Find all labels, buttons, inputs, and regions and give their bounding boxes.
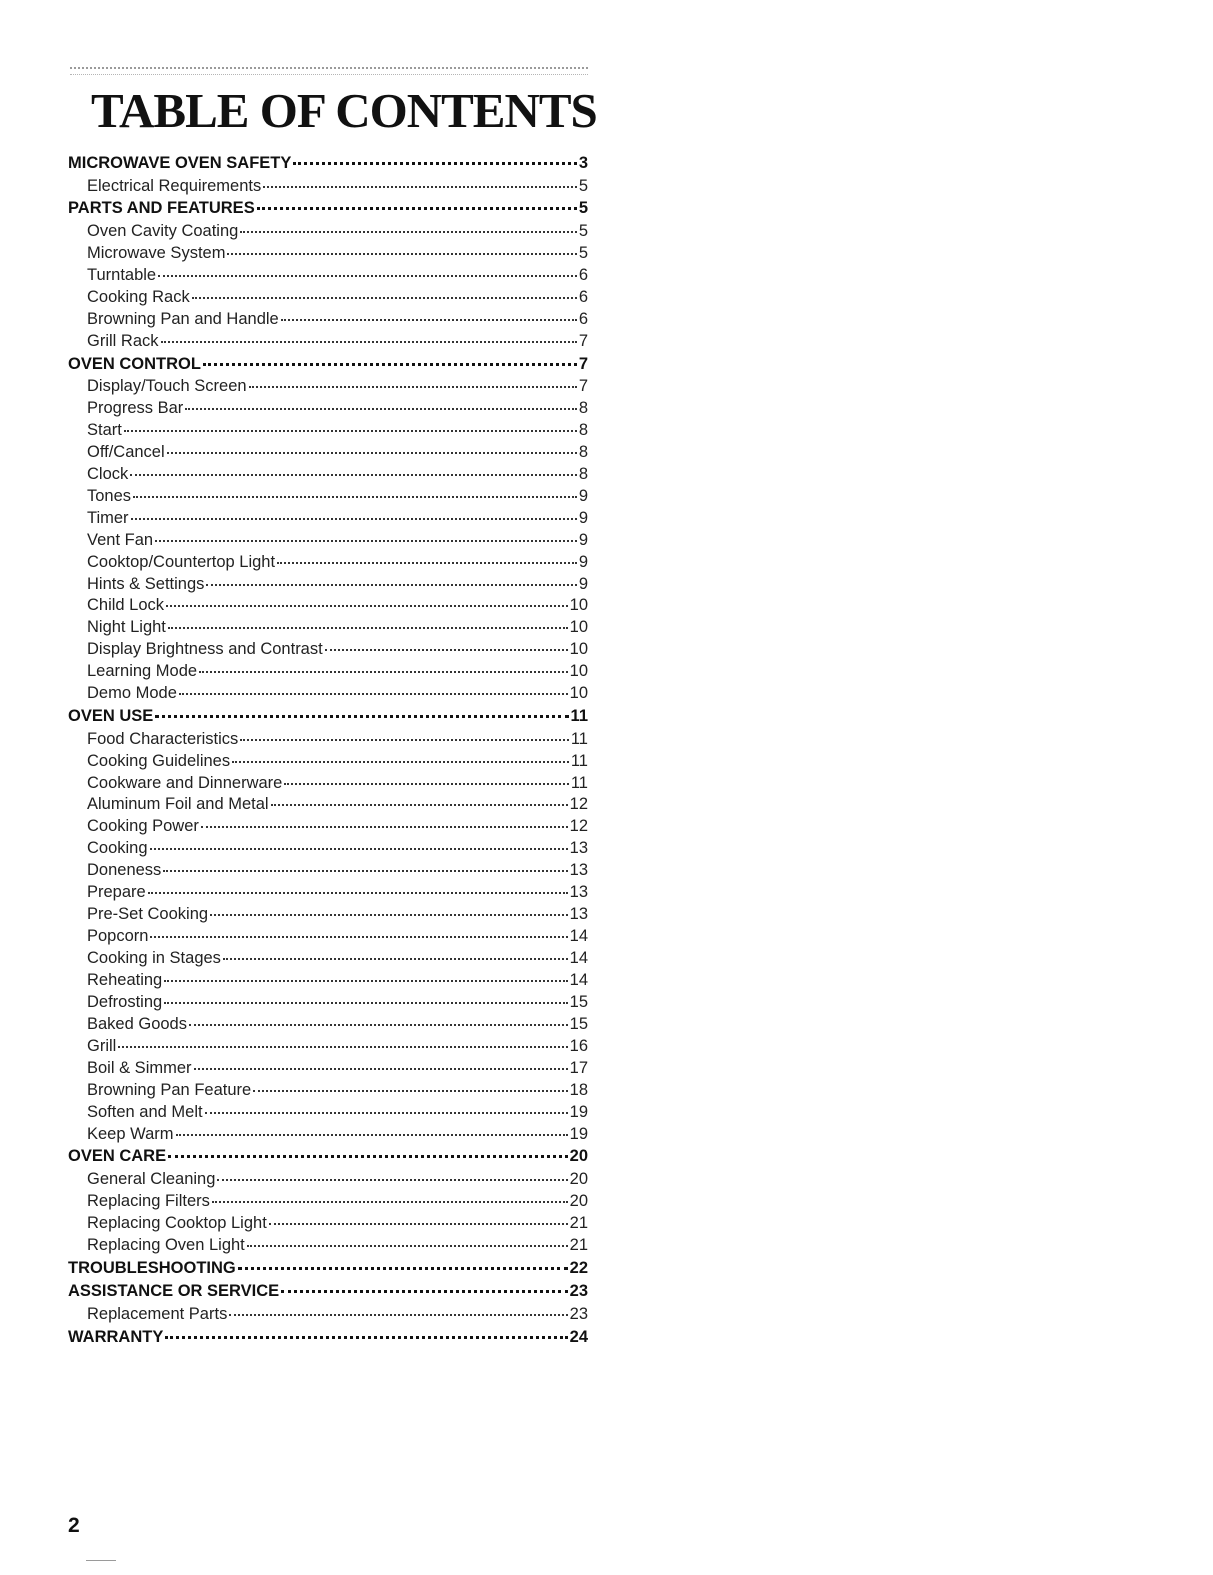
toc-section-entry[interactable]	[68, 1257, 588, 1281]
toc-section-page: 11	[570, 707, 588, 726]
toc-item-label: Demo Mode	[87, 684, 177, 703]
toc-section-label: ASSISTANCE OR SERVICE	[68, 1282, 280, 1301]
toc-item-label: Display/Touch Screen	[87, 377, 247, 396]
dot-leader	[192, 297, 577, 299]
dot-leader	[185, 408, 577, 410]
toc-item-label: Night Light	[87, 618, 166, 637]
toc-item-label: Hints & Settings	[87, 574, 205, 593]
toc-item-page: 16	[569, 1036, 588, 1055]
toc-item-page: 13	[569, 883, 588, 902]
dot-leader	[212, 1201, 568, 1203]
toc-item-page: 5	[578, 221, 588, 240]
toc-section-entry[interactable]	[68, 1280, 588, 1304]
toc-item-entry[interactable]	[68, 1304, 588, 1326]
toc-item-page: 11	[570, 751, 588, 770]
toc-item-page: 14	[569, 949, 588, 967]
toc-section-entry[interactable]	[68, 152, 588, 176]
toc-item-label: Cooking Power	[87, 817, 199, 836]
toc-item-label: Cooking in Stages	[87, 949, 221, 967]
toc-item-entry[interactable]	[68, 552, 588, 574]
toc-section-entry[interactable]	[68, 1145, 588, 1169]
toc-section-label: OVEN CARE	[68, 1147, 167, 1166]
dot-leader	[131, 518, 577, 520]
toc-section-entry[interactable]	[68, 197, 588, 221]
toc-item-page: 12	[569, 795, 588, 814]
toc-item-label: Grill	[87, 1036, 117, 1055]
dot-leader	[150, 936, 567, 938]
toc-item-label: Browning Pan Feature	[87, 1080, 252, 1099]
toc-item-page: 10	[569, 640, 588, 659]
toc-item-entry[interactable]	[68, 838, 588, 860]
toc-item-entry[interactable]	[68, 221, 588, 243]
toc-item-entry[interactable]	[68, 1036, 588, 1058]
toc-item-entry[interactable]	[68, 574, 588, 596]
toc-item-label: Pre-Set Cooking	[87, 905, 209, 924]
toc-item-label: Replacing Oven Light	[87, 1235, 245, 1254]
dot-leader	[217, 1179, 567, 1181]
toc-item-entry[interactable]	[68, 617, 588, 639]
toc-item-label: Cooking	[87, 839, 148, 858]
dot-leader	[148, 892, 568, 894]
dot-leader	[284, 783, 569, 785]
toc-item-page: 15	[569, 992, 588, 1011]
toc-section-label: OVEN CONTROL	[68, 354, 201, 373]
dot-leader	[263, 186, 577, 188]
toc-item-entry[interactable]	[68, 729, 588, 751]
toc-item-page: 11	[570, 773, 588, 792]
toc-item-label: Grill Rack	[87, 331, 159, 350]
dot-leader	[179, 693, 568, 695]
toc-item-label: Start	[87, 420, 122, 439]
toc-item-page: 10	[569, 618, 588, 637]
dot-leader	[133, 496, 577, 498]
dot-leader	[203, 363, 577, 366]
toc-section-label: PARTS AND FEATURES	[68, 199, 255, 218]
toc-item-label: Doneness	[87, 861, 162, 880]
toc-item-label: General Cleaning	[87, 1169, 216, 1188]
toc-item-page: 18	[569, 1080, 588, 1099]
dot-leader	[194, 1068, 568, 1070]
toc-item-label: Cooking Guidelines	[87, 751, 231, 770]
dot-leader	[271, 804, 568, 806]
toc-item-label: Baked Goods	[87, 1014, 187, 1033]
toc-item-label: Tones	[87, 486, 132, 505]
toc-item-label: Cooktop/Countertop Light	[87, 552, 276, 571]
toc-section-page: 7	[578, 354, 588, 373]
toc-item-label: Soften and Melt	[87, 1102, 203, 1121]
dot-leader	[189, 1024, 568, 1026]
toc-item-page: 14	[569, 927, 588, 946]
dot-leader	[229, 1314, 567, 1316]
toc-item-entry[interactable]	[68, 882, 588, 904]
toc-section-page: 3	[578, 154, 588, 172]
toc-item-entry[interactable]	[68, 816, 588, 838]
toc-item-label: Replacing Cooktop Light	[87, 1213, 267, 1232]
toc-item-entry[interactable]	[68, 486, 588, 508]
toc-section-entry[interactable]	[68, 705, 588, 729]
toc-item-entry[interactable]	[68, 530, 588, 552]
dot-leader	[124, 430, 577, 432]
toc-item-entry[interactable]	[68, 794, 588, 816]
toc-item-page: 21	[569, 1213, 588, 1232]
toc-item-label: Off/Cancel	[87, 442, 165, 461]
top-dotted-rule	[70, 67, 588, 75]
toc-item-page: 7	[578, 377, 588, 396]
dot-leader	[163, 870, 567, 872]
toc-item-page: 10	[569, 684, 588, 703]
toc-item-label: Clock	[87, 464, 129, 483]
dot-leader	[199, 671, 568, 673]
toc-item-label: Display Brightness and Contrast	[87, 640, 323, 659]
toc-item-entry[interactable]	[68, 1124, 588, 1146]
toc-item-entry[interactable]	[68, 376, 588, 398]
table-of-contents	[68, 152, 588, 1349]
toc-section-label: MICROWAVE OVEN SAFETY	[68, 154, 292, 172]
dot-leader	[164, 980, 567, 982]
toc-item-entry[interactable]	[68, 1102, 588, 1124]
toc-item-page: 8	[578, 399, 588, 417]
toc-item-label: Replacing Filters	[87, 1191, 210, 1210]
toc-item-page: 15	[569, 1014, 588, 1033]
toc-item-entry[interactable]	[68, 287, 588, 309]
toc-item-entry[interactable]	[68, 331, 588, 353]
dot-leader	[293, 162, 576, 165]
toc-item-label: Prepare	[87, 883, 146, 902]
toc-item-label: Aluminum Foil and Metal	[87, 795, 269, 814]
toc-item-page: 10	[569, 662, 588, 681]
toc-section-label: TROUBLESHOOTING	[68, 1258, 236, 1277]
dot-leader	[232, 761, 569, 763]
toc-item-entry[interactable]	[68, 904, 588, 926]
toc-item-label: Child Lock	[87, 596, 165, 615]
toc-item-page: 6	[578, 287, 588, 306]
toc-item-entry[interactable]	[68, 1080, 588, 1102]
toc-item-page: 9	[578, 486, 588, 505]
toc-item-label: Cookware and Dinnerware	[87, 773, 283, 792]
toc-item-label: Browning Pan and Handle	[87, 309, 279, 328]
toc-item-label: Reheating	[87, 970, 163, 989]
toc-item-entry[interactable]	[68, 243, 588, 265]
dot-leader	[201, 826, 568, 828]
toc-item-page: 8	[578, 420, 588, 439]
dot-leader	[118, 1046, 567, 1048]
dot-leader	[210, 914, 568, 916]
dot-leader	[130, 474, 577, 476]
toc-item-page: 10	[569, 596, 588, 615]
toc-item-page: 9	[578, 552, 588, 571]
toc-item-page: 19	[569, 1124, 588, 1143]
dot-leader	[168, 627, 568, 629]
dot-leader	[155, 715, 568, 718]
toc-item-page: 9	[578, 530, 588, 549]
toc-item-label: Popcorn	[87, 927, 149, 946]
toc-item-entry[interactable]	[68, 508, 588, 530]
toc-item-entry[interactable]	[68, 464, 588, 486]
toc-section-page: 24	[569, 1327, 588, 1346]
toc-item-entry[interactable]	[68, 639, 588, 661]
toc-item-entry[interactable]	[68, 309, 588, 331]
toc-item-entry[interactable]	[68, 398, 588, 420]
toc-section-page: 20	[569, 1147, 588, 1166]
dot-leader	[238, 1267, 568, 1270]
dot-leader	[161, 341, 577, 343]
toc-item-label: Cooking Rack	[87, 287, 190, 306]
toc-item-page: 20	[569, 1169, 588, 1188]
toc-section-entry[interactable]	[68, 353, 588, 377]
dot-leader	[325, 649, 568, 651]
toc-item-label: Progress Bar	[87, 399, 184, 417]
toc-section-entry[interactable]	[68, 1326, 588, 1350]
page-title: TABLE OF CONTENTS	[91, 83, 597, 138]
toc-item-entry[interactable]	[68, 265, 588, 287]
toc-item-label: Oven Cavity Coating	[87, 221, 239, 240]
dot-leader	[249, 386, 577, 388]
toc-item-label: Learning Mode	[87, 662, 198, 681]
toc-item-entry[interactable]	[68, 1014, 588, 1036]
dot-leader	[158, 275, 577, 277]
toc-item-page: 9	[578, 574, 588, 593]
toc-item-entry[interactable]	[68, 442, 588, 464]
toc-section-label: WARRANTY	[68, 1327, 164, 1346]
toc-item-label: Replacement Parts	[87, 1304, 228, 1323]
dot-leader	[253, 1090, 567, 1092]
dot-leader	[150, 848, 568, 850]
toc-section-page: 22	[569, 1258, 588, 1277]
toc-item-page: 6	[578, 265, 588, 284]
dot-leader	[240, 231, 576, 233]
toc-item-entry[interactable]	[68, 992, 588, 1014]
toc-item-label: Electrical Requirements	[87, 176, 262, 195]
dot-leader	[176, 1134, 568, 1136]
dot-leader	[223, 958, 568, 960]
dot-leader	[165, 1336, 567, 1339]
dot-leader	[168, 1155, 568, 1158]
dot-leader	[277, 562, 577, 564]
dot-leader	[247, 1245, 568, 1247]
toc-item-page: 20	[569, 1191, 588, 1210]
toc-item-page: 13	[569, 861, 588, 880]
dot-leader	[240, 739, 569, 741]
toc-item-page: 13	[569, 839, 588, 858]
toc-item-label: Defrosting	[87, 992, 163, 1011]
toc-section-page: 23	[569, 1282, 588, 1301]
toc-item-entry[interactable]	[68, 773, 588, 795]
dot-leader	[164, 1002, 567, 1004]
toc-item-entry[interactable]	[68, 420, 588, 442]
toc-item-page: 8	[578, 442, 588, 461]
toc-item-page: 5	[578, 176, 588, 195]
toc-item-label: Turntable	[87, 265, 157, 284]
toc-item-page: 12	[569, 817, 588, 836]
dot-leader	[281, 1290, 567, 1293]
toc-item-page: 5	[578, 243, 588, 262]
dot-leader	[167, 452, 577, 454]
dot-leader	[227, 253, 576, 255]
toc-item-entry[interactable]	[68, 948, 588, 970]
toc-item-entry[interactable]	[68, 661, 588, 683]
toc-item-page: 6	[578, 309, 588, 328]
toc-item-page: 14	[569, 970, 588, 989]
dot-leader	[257, 207, 577, 210]
toc-item-page: 9	[578, 508, 588, 527]
dot-leader	[281, 319, 577, 321]
toc-item-entry[interactable]	[68, 1213, 588, 1235]
toc-item-label: Keep Warm	[87, 1124, 174, 1143]
dot-leader	[269, 1223, 568, 1225]
toc-item-label: Food Characteristics	[87, 729, 239, 748]
page-number: 2	[68, 1514, 80, 1537]
toc-item-entry[interactable]	[68, 1169, 588, 1191]
toc-item-page: 23	[569, 1304, 588, 1323]
toc-item-entry[interactable]	[68, 1058, 588, 1080]
toc-item-label: Vent Fan	[87, 530, 154, 549]
toc-item-entry[interactable]	[68, 860, 588, 882]
scan-edge-mark	[86, 1560, 116, 1561]
toc-item-page: 7	[578, 331, 588, 350]
dot-leader	[166, 605, 568, 607]
toc-item-label: Microwave System	[87, 243, 226, 262]
toc-item-entry[interactable]	[68, 176, 588, 198]
toc-item-entry[interactable]	[68, 970, 588, 992]
dot-leader	[206, 584, 576, 586]
dot-leader	[205, 1112, 568, 1114]
toc-item-label: Timer	[87, 508, 129, 527]
toc-item-page: 13	[569, 905, 588, 924]
toc-item-entry[interactable]	[68, 1191, 588, 1213]
dot-leader	[155, 540, 577, 542]
toc-item-label: Boil & Simmer	[87, 1058, 192, 1077]
toc-item-entry[interactable]	[68, 751, 588, 773]
toc-item-entry[interactable]	[68, 595, 588, 617]
toc-item-entry[interactable]	[68, 926, 588, 948]
toc-item-page: 8	[578, 464, 588, 483]
toc-item-page: 11	[570, 729, 588, 748]
toc-item-page: 21	[569, 1235, 588, 1254]
toc-item-entry[interactable]	[68, 1235, 588, 1257]
toc-item-entry[interactable]	[68, 683, 588, 705]
toc-item-page: 19	[569, 1102, 588, 1121]
toc-item-page: 17	[569, 1058, 588, 1077]
toc-section-label: OVEN USE	[68, 707, 154, 726]
toc-section-page: 5	[578, 199, 588, 218]
